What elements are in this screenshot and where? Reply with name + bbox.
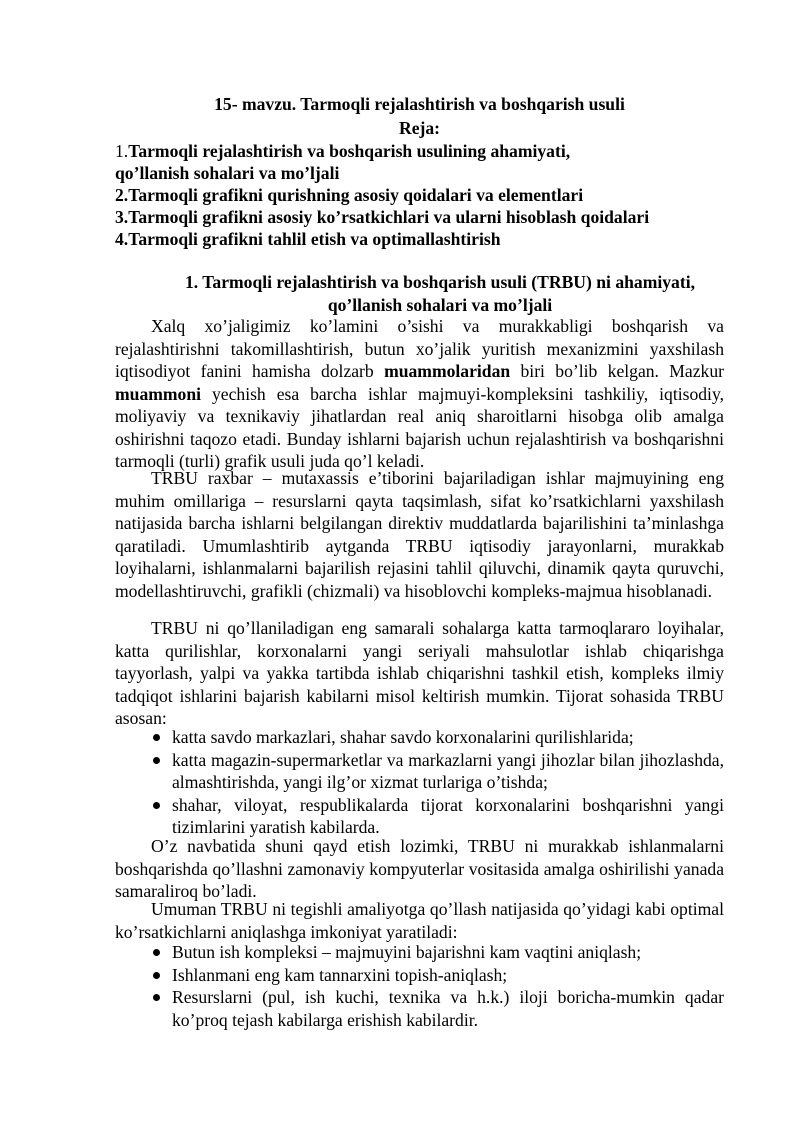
paragraph-2: TRBU raxbar – mutaxassis e’tiborini bajariladigan ishlar majmuyining eng muhim omillariga – resurslarni qayta taqsimlash, sifat ko’rsatkichlarni yaxshilash natijasida barcha ishlarni belgilangan direktiv muddatlarda bajarilishini ta’minlashga qaratiladi. Umumlashtirib aytganda TRBU iqtisodiy jarayonlarni, murakkab loyihalarni, ishlanmalarni bajarilish rejasini tahlil qiluvchi, dinamik qayta quruvchi, modellashtiruvchi, grafikli (chizmali) va hisoblovchi kompleks-majmua hisoblanadi. — [115, 468, 724, 601]
plan-item-1-continued: qo’llanish sohalari va mo’ljali — [115, 163, 340, 183]
paragraph-3: TRBU ni qo’llaniladigan eng samarali sohalarga katta tarmoqlararo loyihalar, katta qurilishlar, korxonalarni yangi seriyali mahsulotlar ishlab chiqarishga tayyorlash, yalpi va yakka tartibda ishlab chiqarishni tashkil etish, kompleks ilmiy tadqiqot ishlarini bajarish kabilarni misol keltirish mumkin. Tijorat sohasida TRBU asosan: — [115, 618, 724, 728]
plan-item-1-text: Tarmoqli rejalashtirish va boshqarish usulining ahamiyati, — [128, 141, 571, 161]
paragraph-1-bold-1: muammolaridan — [384, 361, 511, 381]
paragraph-5: Umuman TRBU ni tegishli amaliyotga qo’llash natijasida qo’yidagi kabi optimal ko’rsatkichlarni aniqlashga imkoniyat yaratiladi: — [115, 899, 724, 942]
list-item-text: Resurslarni (pul, ish kuchi, texnika va h.k.) iloji boricha-mumkin qadar ko’proq tejash kabilarga erishish kabilardir. — [172, 987, 724, 1030]
plan-item-3: 3.Tarmoqli grafikni asosiy ko’rsatkichlari va ularni hisoblash qoidalari — [115, 207, 650, 227]
plan-item-1-number: 1. — [115, 141, 129, 161]
paragraph-1-part-a: Xalq xo’jaligimiz ko’lamini o’sishi va murakkabligi boshqarish va rejalashtirishni takomillashtirish, butun xo’jalik yuritish mexanizmini yaxshilash iqtisodiyot fanini hamisha dolzarb — [115, 316, 724, 381]
paragraph-1 — [115, 315, 724, 473]
section-heading: 1. Tarmoqli rejalashtirish va boshqarish usuli (TRBU) ni ahamiyati, qo’llanish sohalari va mo’ljali — [185, 272, 695, 315]
list-item-text: shahar, viloyat, respublikalarda tijorat korxonalarini boshqarishni yangi tizimlarini yaratish kabilarda. — [172, 794, 724, 837]
paragraph-1-bold-2: muammoni — [115, 383, 202, 404]
plan-label: Reja: — [398, 118, 441, 138]
paragraph-1-part-c: biri bo’lib kelgan. Mazkur — [510, 361, 724, 381]
list-item-text: katta magazin-supermarketlar va markazlarni yangi jihozlar bilan jihozlashda, almashtirishda, yangi ilg’or xizmat turlariga o’tishda; — [172, 749, 724, 792]
plan-item-2: 2.Tarmoqli grafikni qurishning asosiy qoidalari va elementlari — [115, 185, 584, 205]
paragraph-4: O’z navbatida shuni qayd etish lozimki, TRBU ni murakkab ishlanmalarni boshqarishda qo’llashni zamonaviy kompyuterlar vositasida amalga oshirilishi yanada samaraliroq bo’ladi. — [115, 836, 724, 901]
topic-title: 15- mavzu. Tarmoqli rejalashtirish va boshqarish usuli — [214, 94, 625, 114]
bullet-list-2 — [150, 941, 724, 1031]
bullet-list-1 — [150, 726, 724, 839]
bullet-icon — [153, 972, 160, 979]
plan-item-1 — [115, 140, 755, 163]
bullet-icon — [153, 802, 160, 809]
list-item — [150, 941, 724, 964]
bullet-icon — [153, 734, 160, 741]
paragraph-1-part-d: yechish esa barcha ishlar majmuyi-kompleksini tashkiliy, iqtisodiy, moliyaviy va texnikaviy jihatlardan real aniq sharoitlarni hisobga olib amalga oshirishni taqozo etadi. Bunday ishlarni bajarish uchun rejalashtirish va boshqarishni tarmoqli (turli) grafik usuli juda qo’l keladi. — [115, 383, 724, 471]
list-item — [150, 749, 724, 794]
bullet-icon — [153, 757, 160, 764]
list-item — [150, 986, 724, 1031]
list-item-text: katta savdo markazlari, shahar savdo korxonalarini qurilishlarida; — [172, 727, 634, 747]
list-item-text: Ishlanmani eng kam tannarxini topish-aniqlash; — [172, 964, 508, 985]
plan-item-4: 4.Tarmoqli grafikni tahlil etish va optimallashtirish — [115, 229, 501, 249]
list-item — [150, 964, 724, 987]
bullet-icon — [153, 949, 160, 956]
list-item — [150, 794, 724, 839]
bullet-icon — [153, 994, 160, 1001]
list-item — [150, 726, 724, 749]
list-item-text: Butun ish kompleksi – majmuyini bajarishni kam vaqtini aniqlash; — [172, 942, 642, 962]
